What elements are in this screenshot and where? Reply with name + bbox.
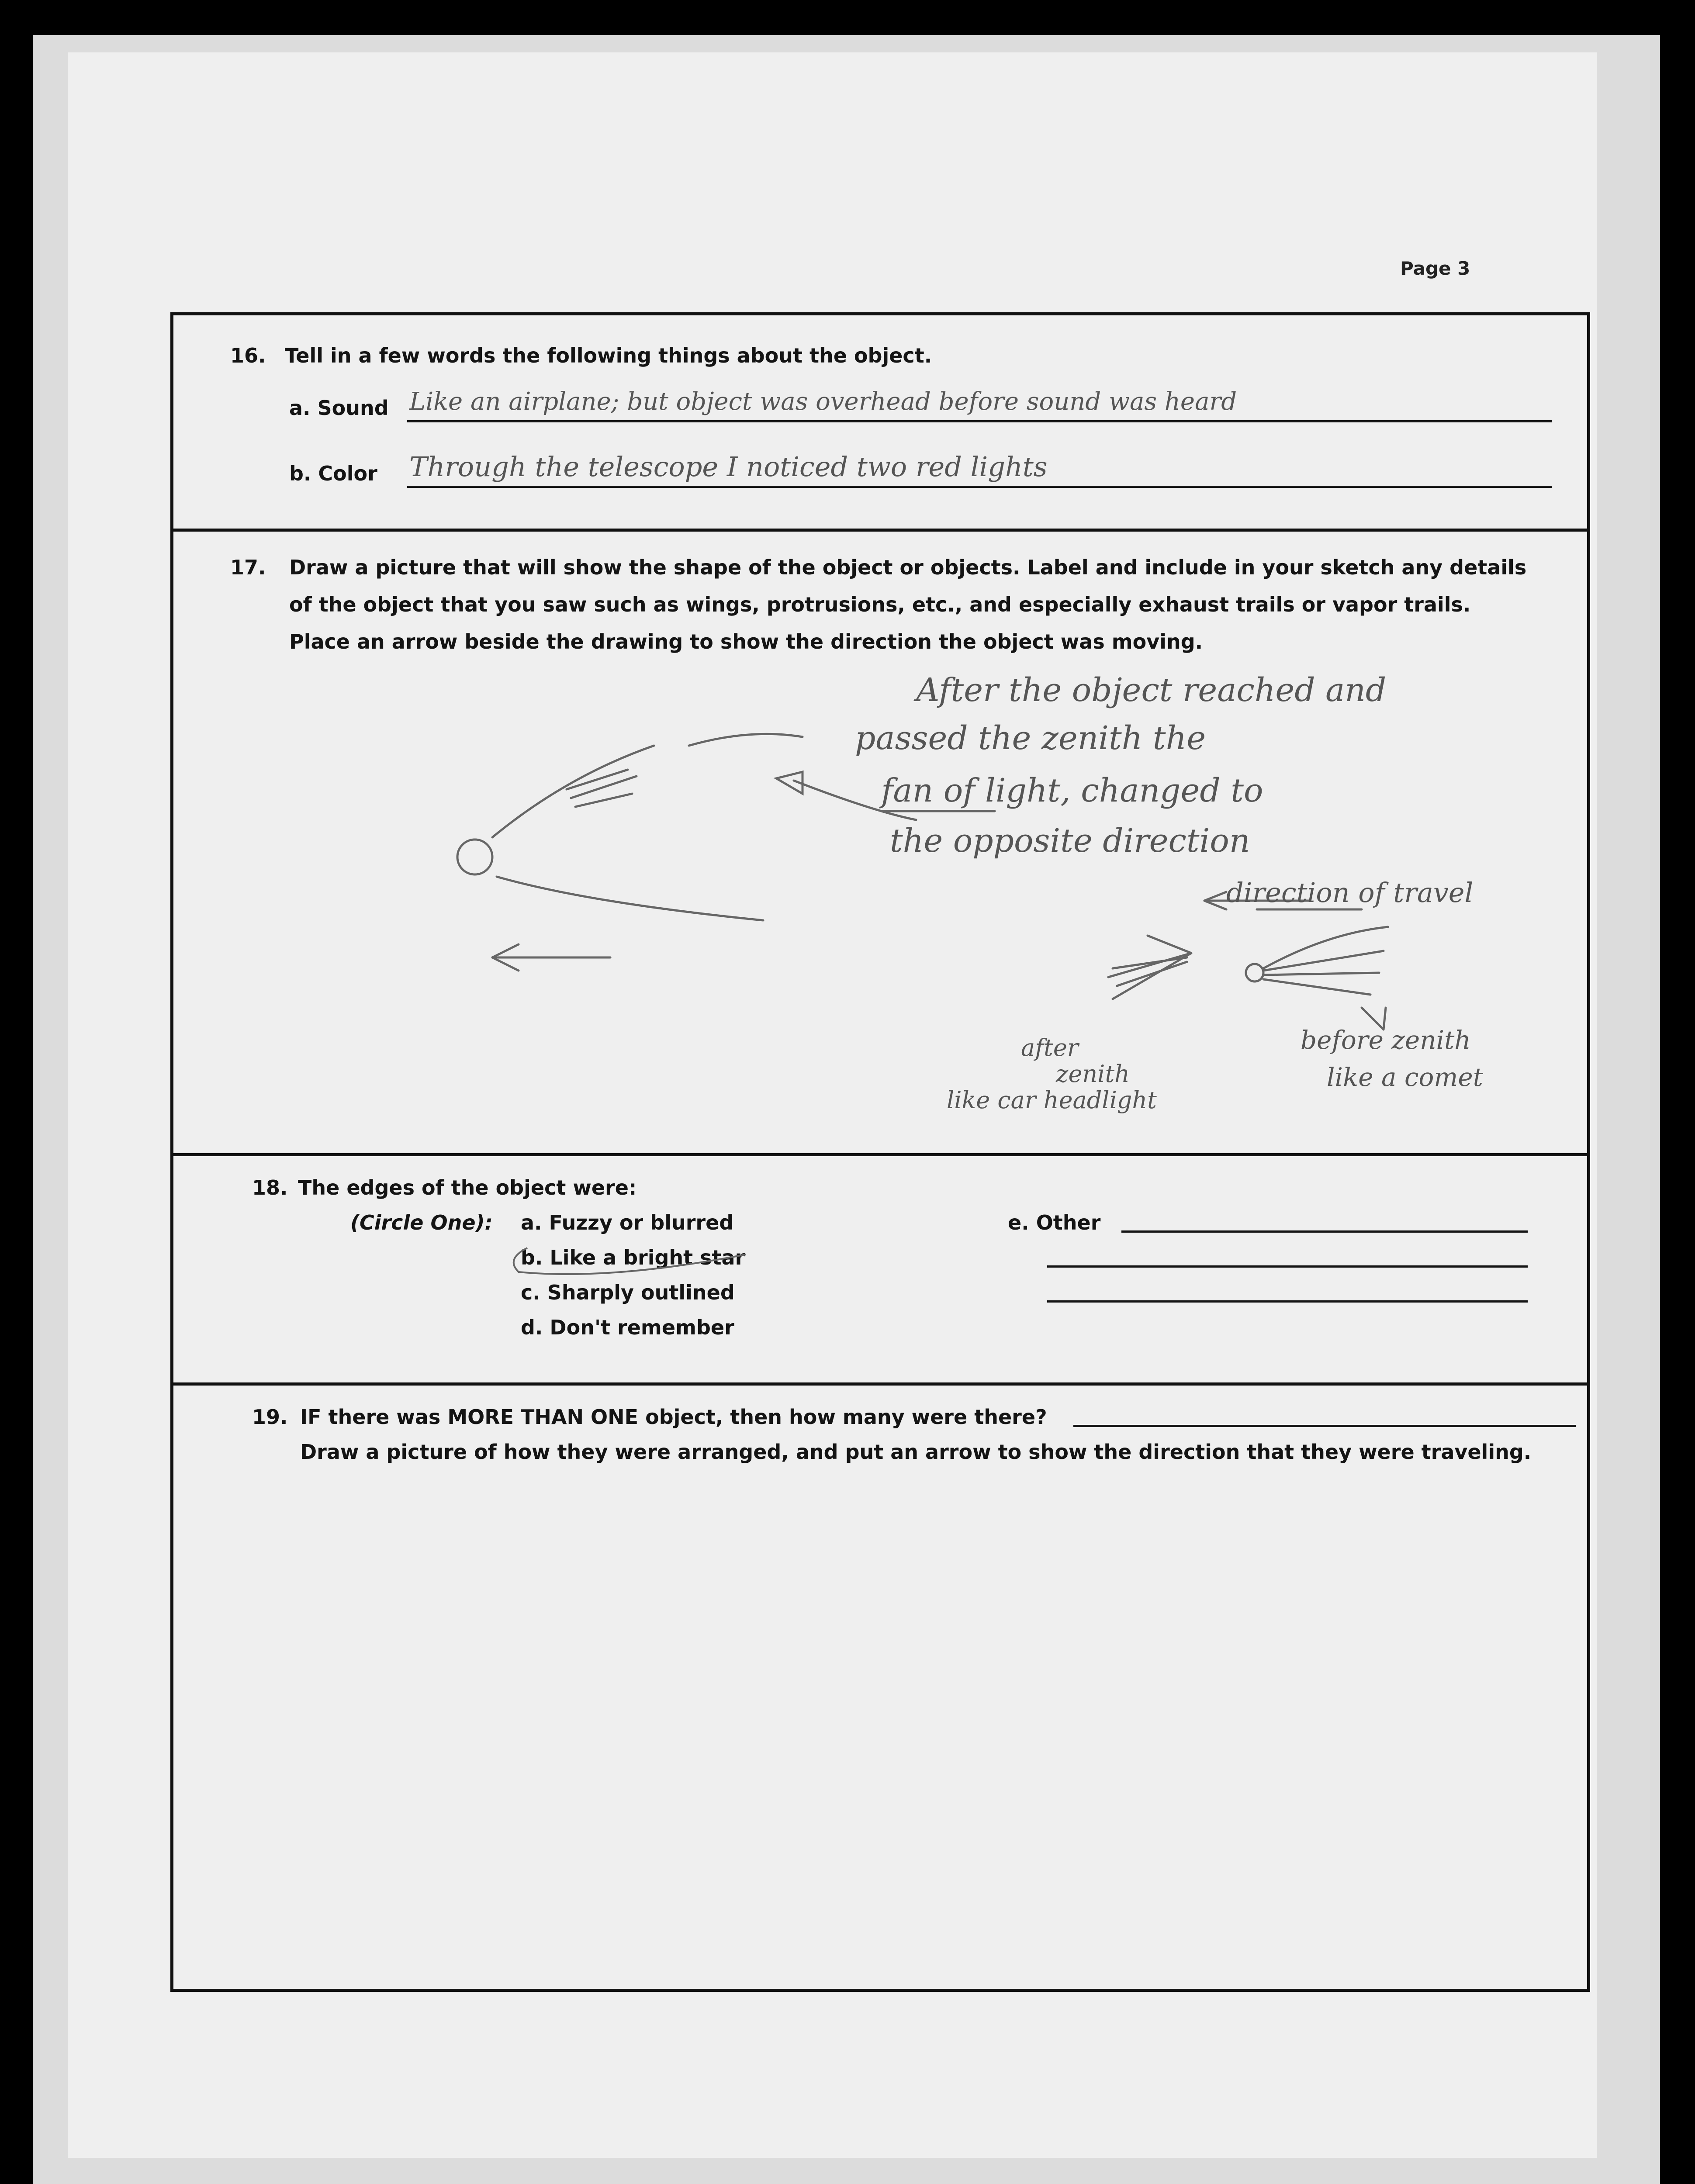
question-19-line-1: IF there was MORE THAN ONE object, then how many were there? [300,1405,1047,1429]
note-line-4: the opposite direction [890,822,1250,860]
selection-circle [501,1239,763,1283]
after-zenith-label-1: after [1021,1034,1079,1061]
sound-answer[interactable]: Like an airplane; but object was overhead before sound was heard [409,387,1237,416]
question-19-number: 19. [252,1405,288,1429]
after-zenith-label-2: zenith [1056,1060,1130,1088]
question-16-section [173,315,1587,532]
before-zenith-label-1: before zenith [1301,1025,1471,1055]
option-b-bright-star[interactable]: b. Like a bright star [521,1246,745,1269]
question-18-section [173,1156,1587,1386]
note-line-1: After the object reached and [916,671,1387,709]
note-line-2: passed the zenith the [855,719,1206,757]
after-zenith-fan [1108,953,1191,999]
question-17-line-1: Draw a picture that will show the shape of the object or objects. Label and include in your sketch any details [289,556,1527,579]
form-frame [170,312,1590,1992]
before-zenith-comet-head [1246,964,1263,981]
question-17-number: 17. [230,556,266,579]
page-number: Page 3 [1400,258,1470,279]
object-circle-left [457,840,492,874]
question-17-line-3: Place an arrow beside the drawing to show the direction the object was moving. [289,630,1203,653]
object-sketch[interactable] [173,532,1587,1152]
question-16-number: 16. [230,344,266,367]
question-17-line-2: of the object that you saw such as wings, protrusions, etc., and especially exhaust trails or vapor trails. [289,593,1471,616]
note-line-3: fan of light, changed to [881,772,1263,809]
arrangement-drawing-area[interactable] [182,1482,1571,1971]
question-19-section [173,1386,1587,1989]
color-label: b. Color [289,462,377,485]
circle-one-label: (Circle One): [350,1211,493,1234]
sketch-streak [575,794,632,807]
object-count-line[interactable] [1073,1425,1576,1427]
question-16-prompt: Tell in a few words the following things about the object. [285,344,932,367]
comet-tail-streaks [1263,951,1384,995]
direction-of-travel-label: direction of travel [1226,877,1474,909]
option-c-sharp[interactable]: c. Sharply outlined [521,1281,735,1304]
comet-tail [1263,927,1388,968]
question-19-line-2: Draw a picture of how they were arranged, and put an arrow to show the direction that they were traveling. [300,1440,1532,1464]
other-line-3[interactable] [1047,1300,1528,1303]
sound-answer-line [407,420,1552,422]
sketch-streak [689,734,803,746]
question-17-section [173,532,1587,1156]
before-zenith-label-2: like a comet [1327,1062,1484,1092]
sound-label: a. Sound [289,396,389,420]
option-e-other[interactable]: e. Other [1008,1211,1101,1234]
color-answer[interactable]: Through the telescope I noticed two red lights [409,451,1048,483]
option-a-fuzzy[interactable]: a. Fuzzy or blurred [521,1211,734,1234]
sketch-streak [497,877,763,920]
other-line-1[interactable] [1121,1230,1528,1233]
question-18-prompt: The edges of the object were: [298,1176,637,1199]
color-answer-line [407,486,1552,488]
sketch-streak [492,746,654,837]
other-line-2[interactable] [1047,1265,1528,1268]
after-zenith-label-3: like car headlight [947,1086,1157,1114]
option-d-dont-remember[interactable]: d. Don't remember [521,1316,734,1339]
question-18-number: 18. [252,1176,288,1199]
